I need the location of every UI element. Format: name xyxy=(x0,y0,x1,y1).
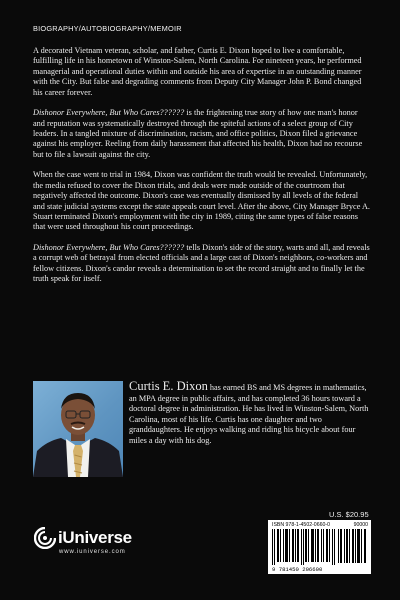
blurb-paragraph-3: When the case went to trial in 1984, Dixon was confident the truth would be revealed. Unfortunately, the media refused to cover the Dixon trials, and deals were made outside of the courtroom that negatively affected the outcome. Dixon's case was eventually dismissed by all levels of the federal and state judicial systems except the state appeals court level. After the above, City Manager Bryce A. Stuart terminated Dixon's employment with the city in 1989, citing the same types of false reasons that were used throughout his court proceedings. xyxy=(33,170,370,232)
blurb-paragraph-2-text: is the frightening true story of how one man's honor and reputation was systematically destroyed through the spiteful actions of a select group of City leaders. In a tangled mixture of discrimination, racism, and office politics, Dixon filed a grievance against his employer. Reeling from daily harassment that affected his health, Dixon had no recourse but to file a lawsuit against the city. xyxy=(33,108,363,159)
publisher-logo xyxy=(34,527,154,567)
publisher-name: iUniverse xyxy=(58,528,132,547)
blurb-paragraph-2 xyxy=(33,108,371,160)
author-name: Curtis E. Dixon xyxy=(129,379,208,393)
price-label: U.S. $20.95 xyxy=(329,510,369,519)
back-cover-blurb xyxy=(33,46,371,295)
blurb-paragraph-4 xyxy=(33,243,371,285)
category-label: BIOGRAPHY/AUTOBIOGRAPHY/MEMOIR xyxy=(33,24,182,33)
barcode-addon-bars xyxy=(338,529,368,563)
author-bio-text: has earned BS and MS degrees in mathematics, an MPA degree in public affairs, and has completed 36 hours toward a doctoral degree in administration. He has lived in Winston-Salem, North Carolina, most of his life. Curtis has one daughter and two granddaughters. He enjoys walking and riding his bicycle about four miles a day with his dog. xyxy=(129,383,369,445)
author-photo xyxy=(33,381,123,477)
isbn-barcode xyxy=(268,520,371,574)
author-bio xyxy=(129,381,371,446)
blurb-paragraph-1: A decorated Vietnam veteran, scholar, and father, Curtis E. Dixon hoped to live a comfortable, fulfilling life in his hometown of Winston-Salem, North Carolina. For nineteen years, he performed managerial and operational duties within and outside his area of expertise in an outstanding manner with the City. But false and degrading comments from Deputy City Manager John P. Bond changed his career forever. xyxy=(33,46,362,97)
book-title-reference: Dishonor Everywhere, But Who Cares?????? xyxy=(33,108,185,118)
book-title-reference: Dishonor Everywhere, But Who Cares?????? xyxy=(33,243,185,253)
iuniverse-logo-icon xyxy=(34,527,56,549)
barcode-addon-text: 90000 xyxy=(353,522,368,528)
barcode-digits: 9 781450 206600 xyxy=(272,566,323,573)
blurb-paragraph-4-text: tells Dixon's side of the story, warts and all, and reveals a corrupt web of betrayal from elected officials and a large cast of Dixon's neighbors, co-workers and fellow citizens. Dixon's candor reveals a determination to set the record straight and to finally let the truth speak for itself. xyxy=(33,243,370,284)
isbn-text: ISBN 978-1-4502-0660-0 xyxy=(272,522,330,528)
publisher-url: www.iuniverse.com xyxy=(59,549,126,555)
barcode-bars xyxy=(272,529,336,565)
